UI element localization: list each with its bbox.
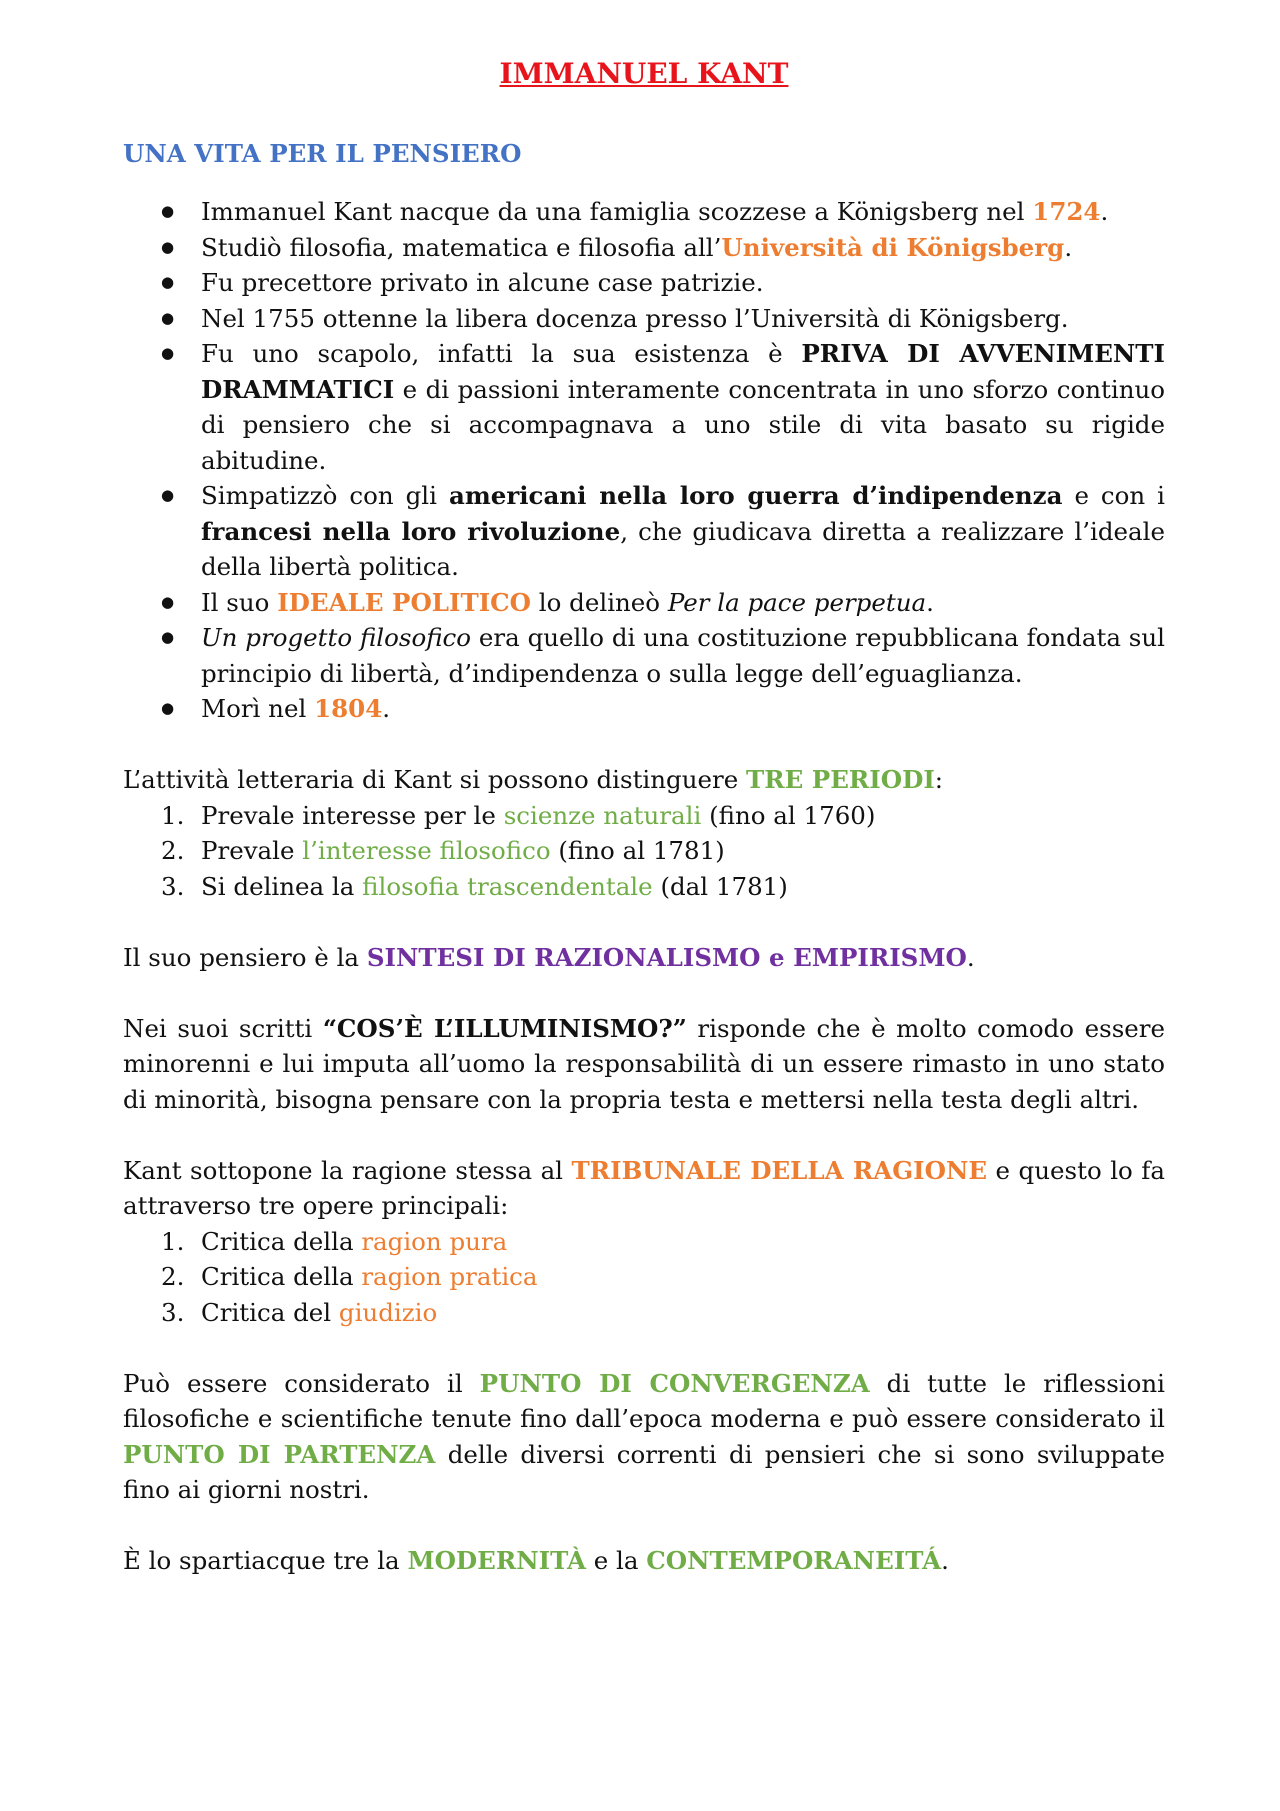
- page-title: IMMANUEL KANT: [499, 57, 789, 90]
- list-item: 1. Critica della ragion pura: [161, 1226, 508, 1256]
- tribunal-paragraph: Kant sottopone la ragione stessa al TRIBUNALE DELLA RAGIONE e questo lo fa attraverso tre opere principali:: [123, 1155, 1165, 1220]
- section-title: UNA VITA PER IL PENSIERO: [123, 139, 522, 168]
- list-item: ● Un progetto filosofico era quello di una costituzione repubblicana fondata sul principio di libertà, d’indipendenza o sulla legge dell’eguaglianza.: [123, 620, 1165, 691]
- works-list: [123, 1224, 1165, 1331]
- list-item: ● Il suo IDEALE POLITICO lo delineò Per la pace perpetua.: [123, 585, 1165, 621]
- list-item: ● Nel 1755 ottenne la libera docenza presso l’Università di Königsberg.: [123, 301, 1165, 337]
- periods-list: [123, 798, 1165, 905]
- enlightenment-paragraph: Nei suoi scritti “COS’È L’ILLUMINISMO?” risponde che è molto comodo essere minorenni e lui imputa all’uomo la responsabilità di un essere rimasto in uno stato di minorità, bisogna pensare con la propria testa e mettersi nella testa degli altri.: [123, 1013, 1165, 1114]
- list-item: ● Morì nel 1804.: [123, 691, 1165, 727]
- list-item: 2. Prevale l’interesse filosofico (fino al 1781): [161, 836, 725, 865]
- list-item: ● Fu uno scapolo, infatti la sua esistenza è PRIVA DI AVVENIMENTI DRAMMATICI e di passioni interamente concentrata in uno sforzo continuo di pensiero che si accompagnava a uno stile di vita basato su rigide abitudine.: [123, 336, 1165, 478]
- list-item: 2. Critica della ragion pratica: [161, 1262, 538, 1291]
- list-item: ● Studiò filosofia, matematica e filosofia all’Università di Königsberg.: [123, 230, 1165, 266]
- birth-year: 1724: [1032, 197, 1101, 226]
- synthesis-paragraph: Il suo pensiero è la SINTESI DI RAZIONALISMO e EMPIRISMO.: [123, 942, 975, 972]
- watershed-paragraph: È lo spartiacque tre la MODERNITÀ e la CONTEMPORANEITÁ.: [123, 1546, 949, 1575]
- list-item: ● Simpatizzò con gli americani nella loro guerra d’indipendenza e con i francesi nella loro rivoluzione, che giudicava diretta a realizzare l’ideale della libertà politica.: [123, 478, 1165, 585]
- university-name: Università di Königsberg: [721, 232, 1065, 262]
- convergence-paragraph: Può essere considerato il PUNTO DI CONVERGENZA di tutte le riflessioni filosofiche e scientifiche tenute fino dall’epoca moderna e può essere considerato il PUNTO DI PARTENZA delle diversi correnti di pensieri che si sono sviluppate fino ai giorni nostri.: [123, 1368, 1166, 1504]
- list-item: 3. Critica del giudizio: [161, 1297, 438, 1327]
- list-item: ● Fu precettore privato in alcune case patrizie.: [123, 265, 1165, 301]
- list-item: ● Immanuel Kant nacque da una famiglia scozzese a Königsberg nel 1724.: [123, 194, 1165, 230]
- list-item: 1. Prevale interesse per le scienze naturali (fino al 1760): [161, 800, 876, 830]
- death-year: 1804: [314, 694, 383, 723]
- list-item: 3. Si delinea la filosofia trascendentale (dal 1781): [161, 871, 788, 901]
- biography-list: [123, 194, 1165, 727]
- periods-intro: L’attività letteraria di Kant si possono distinguere TRE PERIODI:: [123, 765, 944, 794]
